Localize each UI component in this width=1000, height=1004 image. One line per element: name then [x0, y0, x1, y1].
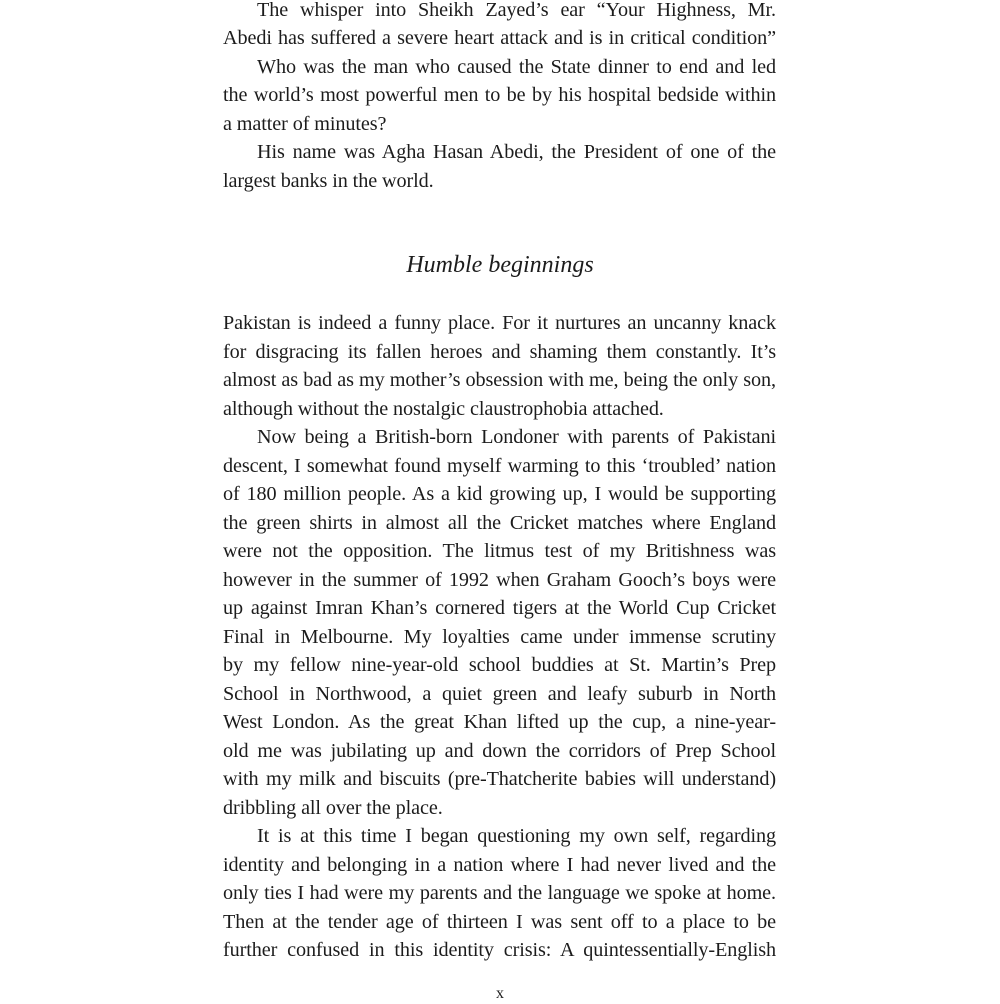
text-line: by my fellow nine-year-old school buddies at St. Martin’s Prep	[223, 654, 776, 676]
text-line: were not the opposition. The litmus test of my Britishness was	[223, 540, 776, 562]
text-line: of 180 million people. As a kid growing up, I would be supporting	[223, 483, 776, 505]
text-line: with my milk and biscuits (pre-Thatcherite babies will understand)	[223, 768, 776, 790]
text-line: a matter of minutes?	[223, 113, 387, 135]
text-line: the green shirts in almost all the Cricket matches where England	[223, 512, 776, 534]
text-line: largest banks in the world.	[223, 170, 434, 192]
text-line: for disgracing its fallen heroes and shaming them constantly. It’s	[223, 341, 776, 363]
text-line: descent, I somewhat found myself warming to this ‘troubled’ nation	[223, 455, 776, 477]
text-line: School in Northwood, a quiet green and leafy suburb in North	[223, 683, 776, 705]
section-heading: Humble beginnings	[406, 252, 594, 278]
text-line: however in the summer of 1992 when Graham Gooch’s boys were	[223, 569, 776, 591]
text-line: Abedi has suffered a severe heart attack and is in critical condition”	[223, 27, 776, 49]
text-line: although without the nostalgic claustrophobia attached.	[223, 398, 664, 420]
text-line: Who was the man who caused the State dinner to end and led	[257, 56, 776, 78]
page-number: x	[496, 985, 504, 1002]
text-line: dribbling all over the place.	[223, 797, 443, 819]
text-line: West London. As the great Khan lifted up the cup, a nine-year-	[223, 711, 776, 733]
text-line: Final in Melbourne. My loyalties came under immense scrutiny	[223, 626, 776, 648]
text-line: up against Imran Khan’s cornered tigers at the World Cup Cricket	[223, 597, 776, 619]
text-line: further confused in this identity crisis: A quintessentially-English	[223, 939, 776, 961]
text-line: only ties I had were my parents and the language we spoke at home.	[223, 882, 776, 904]
text-line: The whisper into Sheikh Zayed’s ear “Your Highness, Mr.	[257, 0, 776, 21]
text-line: the world’s most powerful men to be by his hospital bedside within	[223, 84, 776, 106]
text-line: identity and belonging in a nation where I had never lived and the	[223, 854, 776, 876]
text-line: Pakistan is indeed a funny place. For it nurtures an uncanny knack	[223, 312, 776, 334]
text-line: almost as bad as my mother’s obsession with me, being the only son,	[223, 369, 776, 391]
text-line: It is at this time I began questioning my own self, regarding	[257, 825, 776, 847]
text-line: Now being a British-born Londoner with parents of Pakistani	[257, 426, 776, 448]
text-line: Then at the tender age of thirteen I was sent off to a place to be	[223, 911, 776, 933]
text-line: His name was Agha Hasan Abedi, the President of one of the	[257, 141, 776, 163]
text-line: old me was jubilating up and down the corridors of Prep School	[223, 740, 776, 762]
